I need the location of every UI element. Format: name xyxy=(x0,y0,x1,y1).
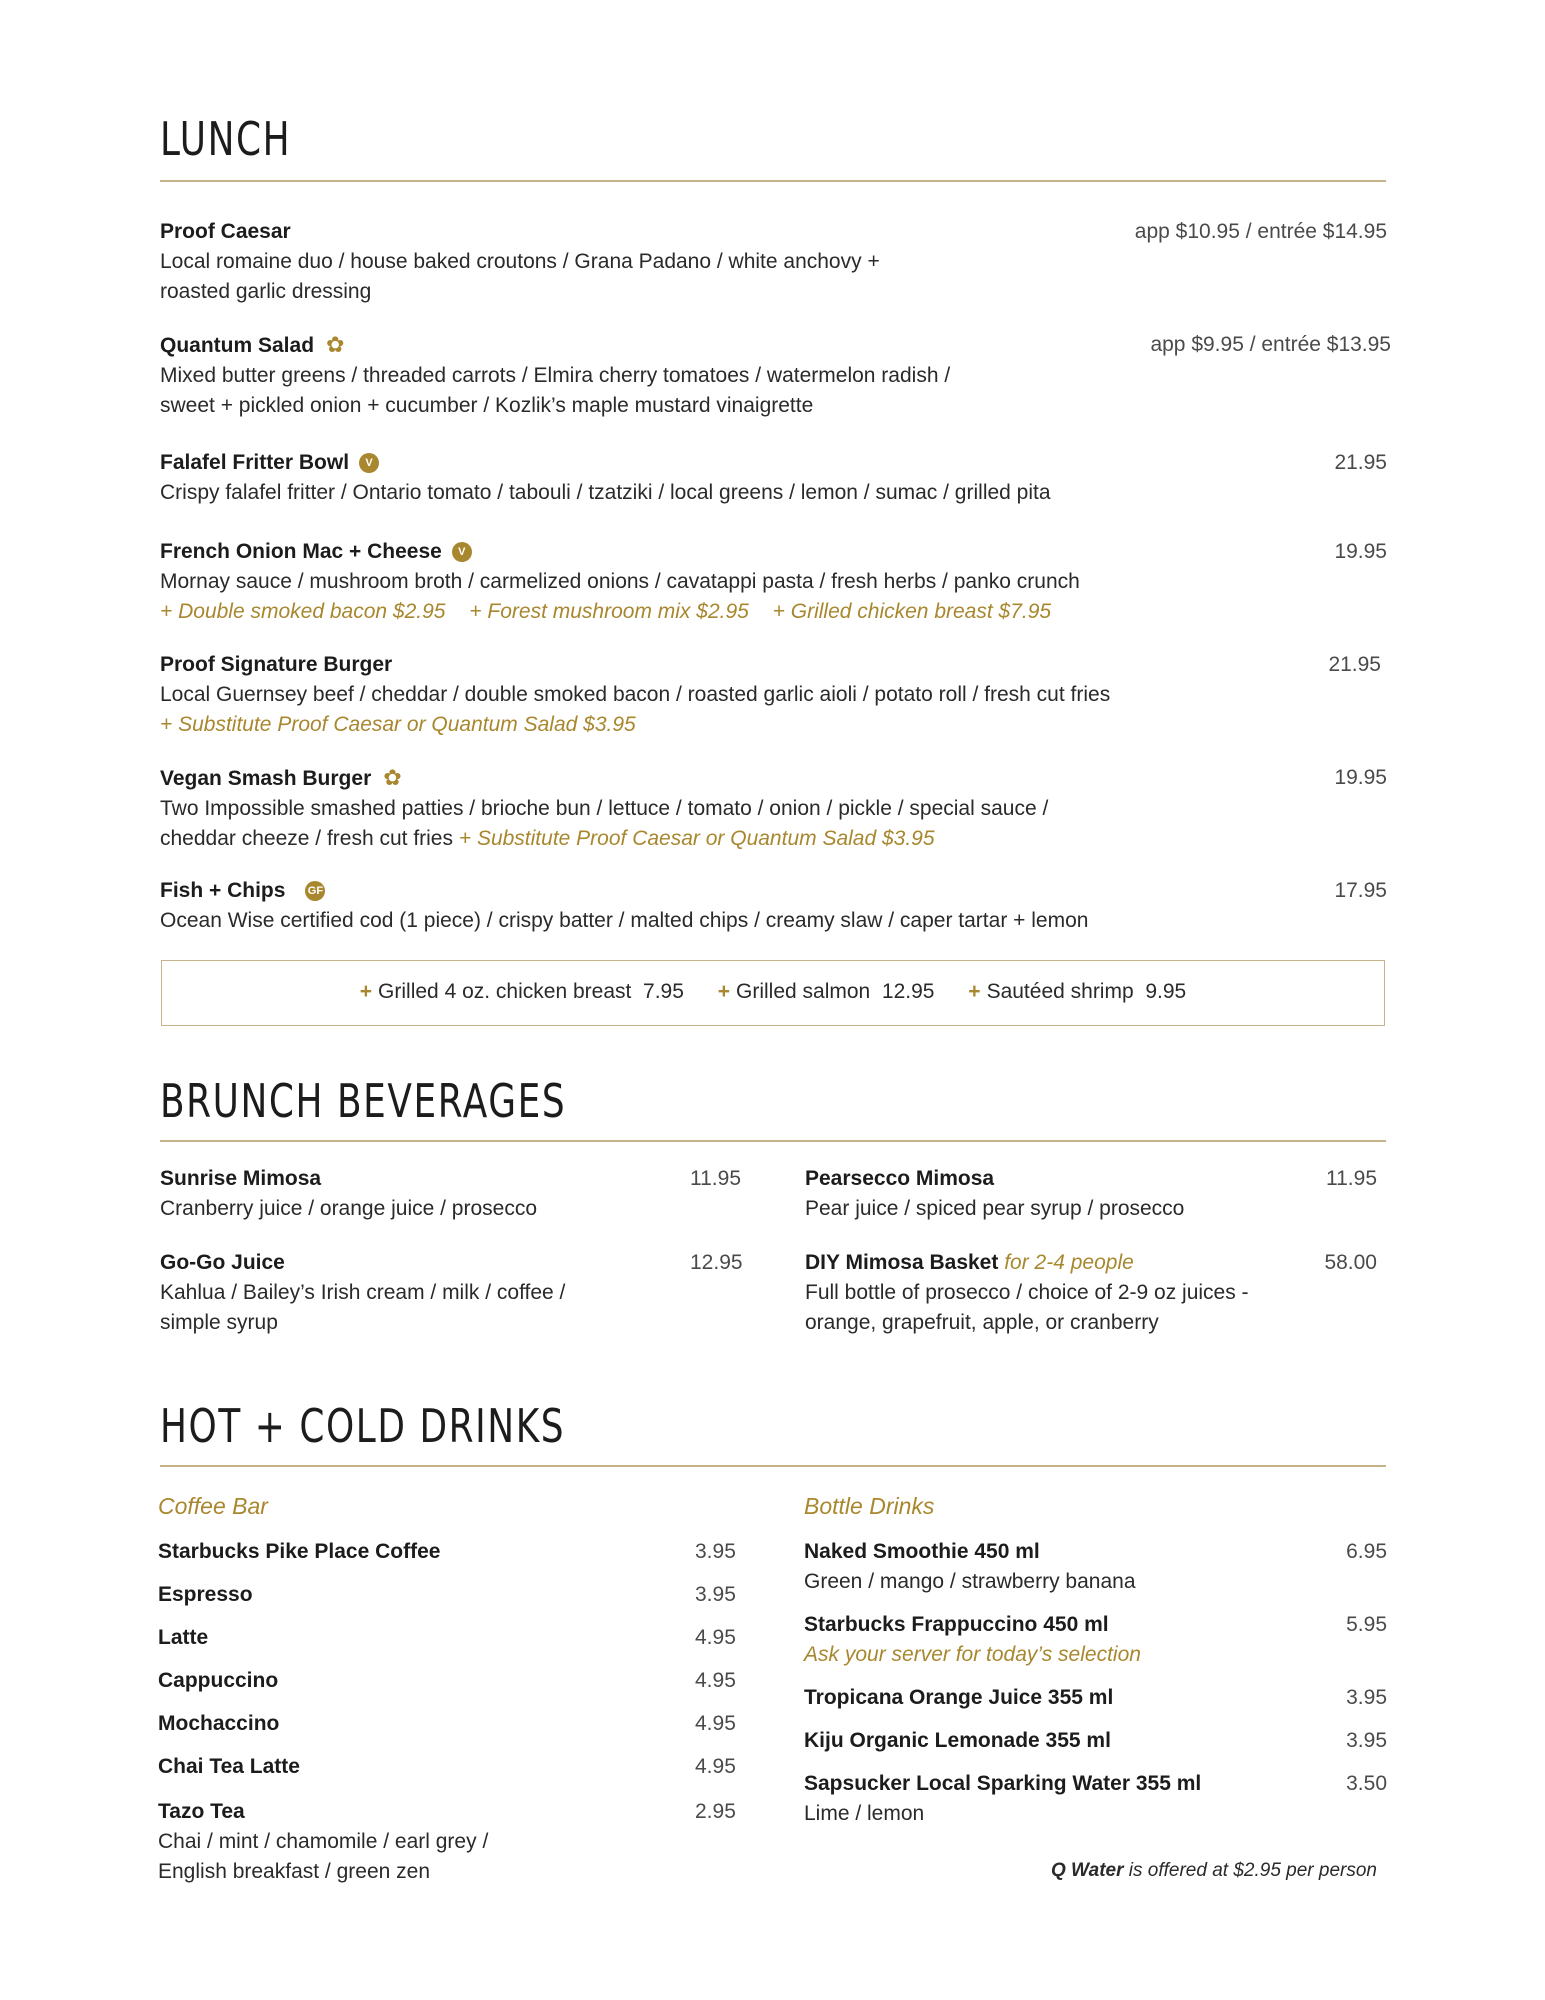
menu-item xyxy=(805,1248,1365,1338)
item-desc: Crispy falafel fritter / Ontario tomato / tabouli / tzatziki / local greens / lemon / sumac / grilled pita xyxy=(160,481,1051,504)
item-name: Sunrise Mimosa xyxy=(160,1167,322,1190)
addon-option: + Forest mushroom mix $2.95 xyxy=(469,600,749,623)
item-note: for 2-4 people xyxy=(1004,1251,1134,1274)
item-desc: simple syrup xyxy=(160,1311,278,1334)
addon-option: + Grilled chicken breast $7.95 xyxy=(772,600,1052,623)
menu-item: Espresso xyxy=(158,1583,253,1606)
menu-item: Chai Tea Latte xyxy=(158,1755,300,1778)
item-desc: Local Guernsey beef / cheddar / double smoked bacon / roasted garlic aioli / potato roll / fresh cut fries xyxy=(160,683,1111,706)
item-price: 19.95 xyxy=(1334,540,1387,563)
item-desc: orange, grapefruit, apple, or cranberry xyxy=(805,1311,1159,1334)
item-price: 3.95 xyxy=(695,1540,736,1563)
item-desc: English breakfast / green zen xyxy=(158,1860,430,1883)
item-price: 6.95 xyxy=(1346,1540,1387,1563)
item-desc: Kahlua / Bailey’s Irish cream / milk / coffee / xyxy=(160,1281,566,1304)
item-price: app $10.95 / entrée $14.95 xyxy=(1134,220,1387,243)
menu-item xyxy=(158,1797,488,1887)
menu-item xyxy=(160,537,1080,627)
item-price: 3.95 xyxy=(695,1583,736,1606)
divider xyxy=(160,1465,1386,1467)
menu-item: Kiju Organic Lemonade 355 ml xyxy=(804,1729,1111,1752)
vegetarian-badge-icon: V xyxy=(452,542,472,562)
subsection-title-bottle: Bottle Drinks xyxy=(804,1493,935,1519)
plus-icon: + xyxy=(968,980,981,1003)
protein-addons-box xyxy=(161,960,1385,1026)
menu-item xyxy=(160,1164,720,1224)
item-price: 21.95 xyxy=(1334,451,1387,474)
subsection-title-coffee: Coffee Bar xyxy=(158,1493,268,1519)
item-desc: Two Impossible smashed patties / brioche bun / lettuce / tomato / onion / pickle / special sauce / xyxy=(160,797,1049,820)
menu-item: Tropicana Orange Juice 355 ml xyxy=(804,1686,1114,1709)
menu-item xyxy=(160,1248,720,1338)
addon-option: + Grilled 4 oz. chicken breast 7.95 xyxy=(359,980,684,1003)
item-name: Sapsucker Local Sparking Water 355 ml xyxy=(804,1772,1202,1795)
item-name: French Onion Mac + Cheese xyxy=(160,540,442,563)
menu-item xyxy=(160,876,1088,936)
item-desc: Chai / mint / chamomile / earl grey / xyxy=(158,1830,489,1853)
item-name: Pearsecco Mimosa xyxy=(805,1167,995,1190)
footnote-text: is offered at $2.95 per person xyxy=(1123,1860,1377,1881)
item-price: 19.95 xyxy=(1334,766,1387,789)
section-title-drinks: HOT + COLD DRINKS xyxy=(160,1399,566,1453)
menu-item: Latte xyxy=(158,1626,209,1649)
menu-item: Cappuccino xyxy=(158,1669,279,1692)
vegan-carrot-icon: ✿ xyxy=(383,765,402,790)
vegan-carrot-icon: ✿ xyxy=(326,332,345,357)
item-name: Tazo Tea xyxy=(158,1800,245,1823)
section-title-brunch: BRUNCH BEVERAGES xyxy=(160,1074,567,1128)
item-name: Quantum Salad xyxy=(160,334,315,357)
menu-item xyxy=(160,330,950,421)
vegetarian-badge-icon: V xyxy=(359,453,379,473)
item-addons xyxy=(160,597,1080,627)
item-note: Ask your server for today’s selection xyxy=(804,1643,1141,1666)
item-price: 12.95 xyxy=(690,1251,743,1274)
item-desc: Full bottle of prosecco / choice of 2-9 oz juices - xyxy=(805,1281,1249,1304)
item-price: 58.00 xyxy=(1324,1251,1377,1274)
item-name: Vegan Smash Burger xyxy=(160,767,372,790)
gluten-free-badge-icon: GF xyxy=(305,881,325,901)
item-price: 2.95 xyxy=(695,1800,736,1823)
divider xyxy=(160,180,1386,182)
addon-option: + Grilled salmon 12.95 xyxy=(717,980,935,1003)
item-price: 3.95 xyxy=(1346,1686,1387,1709)
item-name: DIY Mimosa Basket xyxy=(805,1251,999,1274)
menu-item: Starbucks Pike Place Coffee xyxy=(158,1540,441,1563)
item-desc: Lime / lemon xyxy=(804,1802,925,1825)
menu-item xyxy=(804,1610,1141,1670)
item-desc: Pear juice / spiced pear syrup / prosecco xyxy=(805,1197,1185,1220)
divider xyxy=(160,1140,1386,1142)
addon-option: + Sautéed shrimp 9.95 xyxy=(968,980,1187,1003)
item-desc: Ocean Wise certified cod (1 piece) / crispy batter / malted chips / creamy slaw / caper tartar + lemon xyxy=(160,909,1089,932)
item-name: Fish + Chips xyxy=(160,879,286,902)
menu-item xyxy=(804,1769,1201,1829)
item-price: 3.95 xyxy=(1346,1729,1387,1752)
item-price: 4.95 xyxy=(695,1755,736,1778)
item-price: 4.95 xyxy=(695,1712,736,1735)
item-name: Go-Go Juice xyxy=(160,1251,285,1274)
menu-item xyxy=(160,448,1051,508)
item-price: app $9.95 / entrée $13.95 xyxy=(1150,333,1391,356)
plus-icon: + xyxy=(359,980,373,1003)
item-name: Starbucks Frappuccino 450 ml xyxy=(804,1613,1109,1636)
item-name: Proof Signature Burger xyxy=(160,653,393,676)
item-name: Proof Caesar xyxy=(160,220,291,243)
menu-item xyxy=(160,763,1048,854)
section-title-lunch: LUNCH xyxy=(160,112,292,166)
item-name: Naked Smoothie 450 ml xyxy=(804,1540,1040,1563)
item-addon: + Substitute Proof Caesar or Quantum Salad $3.95 xyxy=(458,827,935,850)
menu-item xyxy=(804,1537,1136,1597)
item-price: 17.95 xyxy=(1334,879,1387,902)
item-price: 11.95 xyxy=(1326,1167,1377,1190)
item-addon: + Substitute Proof Caesar or Quantum Salad $3.95 xyxy=(160,713,636,736)
addon-option: + Double smoked bacon $2.95 xyxy=(160,600,446,623)
item-desc: roasted garlic dressing xyxy=(160,280,372,303)
item-price: 5.95 xyxy=(1346,1613,1387,1636)
item-price: 4.95 xyxy=(695,1626,736,1649)
item-desc: Cranberry juice / orange juice / prosecco xyxy=(160,1197,538,1220)
menu-item xyxy=(160,217,880,307)
footnote-bold: Q Water xyxy=(1050,1860,1124,1881)
item-desc: Mixed butter greens / threaded carrots / Elmira cherry tomatoes / watermelon radish / xyxy=(160,364,951,387)
item-desc: cheddar cheeze / fresh cut fries xyxy=(160,827,453,850)
item-price: 4.95 xyxy=(695,1669,736,1692)
menu-item: Mochaccino xyxy=(158,1712,280,1735)
plus-icon: + xyxy=(717,980,730,1003)
item-desc: Local romaine duo / house baked croutons / Grana Padano / white anchovy + xyxy=(160,250,880,273)
footnote xyxy=(1051,1860,1377,1882)
menu-item xyxy=(160,650,1110,740)
item-desc: Green / mango / strawberry banana xyxy=(804,1570,1136,1593)
item-name: Falafel Fritter Bowl xyxy=(160,451,350,474)
item-price: 21.95 xyxy=(1328,653,1381,676)
item-desc: Mornay sauce / mushroom broth / carmelized onions / cavatappi pasta / fresh herbs / panko crunch xyxy=(160,570,1080,593)
item-price: 3.50 xyxy=(1346,1772,1387,1795)
menu-item xyxy=(805,1164,1365,1224)
item-price: 11.95 xyxy=(690,1167,741,1190)
item-desc: sweet + pickled onion + cucumber / Kozlik’s maple mustard vinaigrette xyxy=(160,394,814,417)
